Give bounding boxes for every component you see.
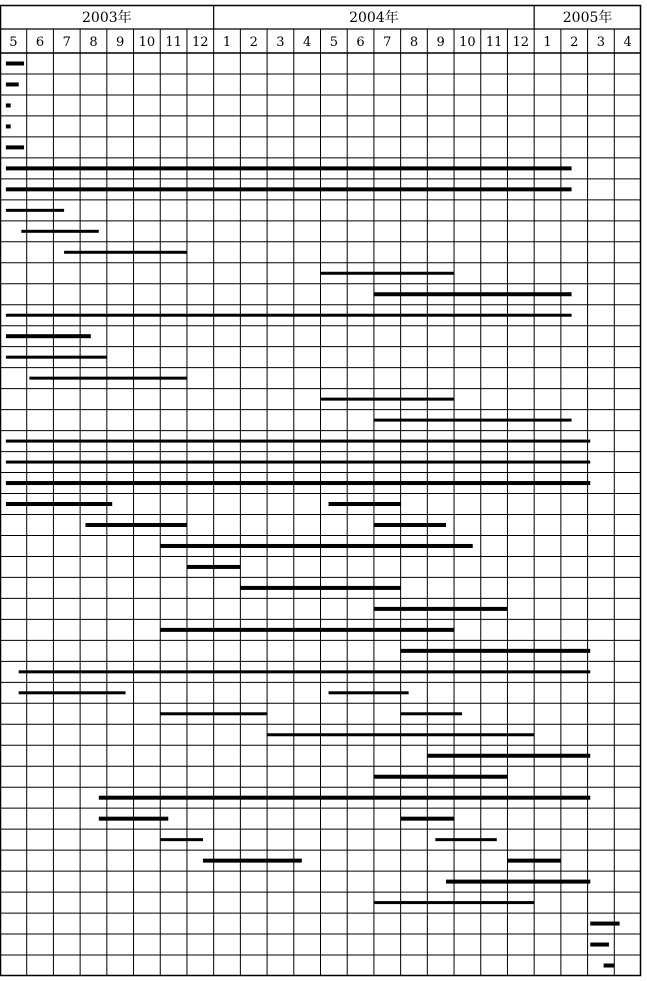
month-label: 5 bbox=[329, 35, 338, 50]
task-bar bbox=[329, 691, 409, 694]
task-bar bbox=[29, 377, 187, 380]
task-bar bbox=[329, 502, 401, 506]
task-bar bbox=[6, 124, 11, 128]
task-bar bbox=[19, 691, 126, 694]
task-bar bbox=[160, 544, 472, 548]
month-label: 8 bbox=[409, 35, 419, 50]
task-bar bbox=[6, 314, 572, 317]
task-bar bbox=[267, 733, 534, 736]
task-bar bbox=[321, 272, 455, 275]
task-bar bbox=[21, 230, 98, 233]
month-label: 6 bbox=[35, 35, 45, 50]
task-bar bbox=[374, 607, 508, 611]
task-bar bbox=[590, 922, 619, 926]
task-bar bbox=[604, 964, 615, 968]
task-bar bbox=[6, 166, 572, 170]
task-bar bbox=[160, 712, 267, 715]
task-bar bbox=[401, 649, 591, 653]
task-bar bbox=[6, 61, 24, 65]
month-label: 3 bbox=[596, 35, 606, 50]
task-bar bbox=[374, 292, 572, 296]
task-bar bbox=[160, 838, 203, 841]
task-bar bbox=[6, 356, 107, 359]
task-bar bbox=[435, 838, 496, 841]
task-bar bbox=[187, 565, 240, 569]
task-bar bbox=[6, 440, 590, 443]
task-bar bbox=[99, 796, 590, 800]
month-label: 5 bbox=[9, 35, 18, 50]
task-bar bbox=[6, 209, 64, 212]
task-bar bbox=[160, 628, 454, 632]
task-bar bbox=[6, 103, 11, 107]
month-label: 9 bbox=[436, 35, 445, 50]
year-label: 2005年 bbox=[562, 10, 613, 26]
task-bar bbox=[507, 859, 560, 863]
month-label: 7 bbox=[383, 35, 392, 50]
year-label: 2003年 bbox=[82, 10, 132, 26]
task-bar bbox=[6, 187, 572, 191]
month-label: 2 bbox=[249, 35, 258, 50]
month-label: 2 bbox=[570, 35, 579, 50]
task-bar bbox=[6, 145, 24, 149]
month-label: 10 bbox=[138, 35, 156, 50]
month-label: 6 bbox=[356, 35, 365, 50]
month-label: 12 bbox=[512, 35, 530, 50]
task-bar bbox=[427, 754, 590, 758]
year-label: 2004年 bbox=[349, 10, 399, 26]
task-bar bbox=[99, 817, 168, 821]
task-bar bbox=[80, 461, 590, 464]
month-label: 8 bbox=[89, 35, 98, 50]
month-label: 11 bbox=[165, 35, 182, 50]
task-bar bbox=[401, 817, 454, 821]
task-bar bbox=[240, 586, 400, 590]
month-label: 7 bbox=[62, 35, 71, 50]
task-bar bbox=[6, 502, 112, 506]
task-bar bbox=[446, 880, 590, 884]
task-bar bbox=[19, 670, 591, 673]
task-bar bbox=[64, 251, 187, 254]
month-label: 9 bbox=[116, 35, 125, 50]
month-label: 1 bbox=[222, 35, 232, 50]
month-label: 3 bbox=[276, 35, 285, 50]
task-bar bbox=[590, 943, 609, 947]
task-bar bbox=[85, 523, 186, 527]
chart-grid bbox=[0, 5, 641, 976]
task-bar bbox=[6, 334, 91, 338]
task-bar bbox=[374, 775, 508, 779]
task-bar bbox=[401, 712, 462, 715]
month-label: 4 bbox=[303, 35, 312, 50]
task-bar bbox=[374, 523, 446, 527]
task-bar bbox=[6, 481, 590, 485]
month-label: 4 bbox=[623, 35, 632, 50]
task-bar bbox=[203, 859, 302, 863]
month-label: 10 bbox=[459, 35, 476, 50]
task-bar bbox=[374, 419, 572, 422]
task-bar bbox=[6, 82, 19, 86]
month-label: 1 bbox=[543, 35, 552, 50]
task-bar bbox=[321, 398, 455, 401]
month-label: 12 bbox=[192, 35, 209, 50]
task-bar bbox=[374, 901, 534, 904]
month-label: 11 bbox=[485, 35, 503, 50]
